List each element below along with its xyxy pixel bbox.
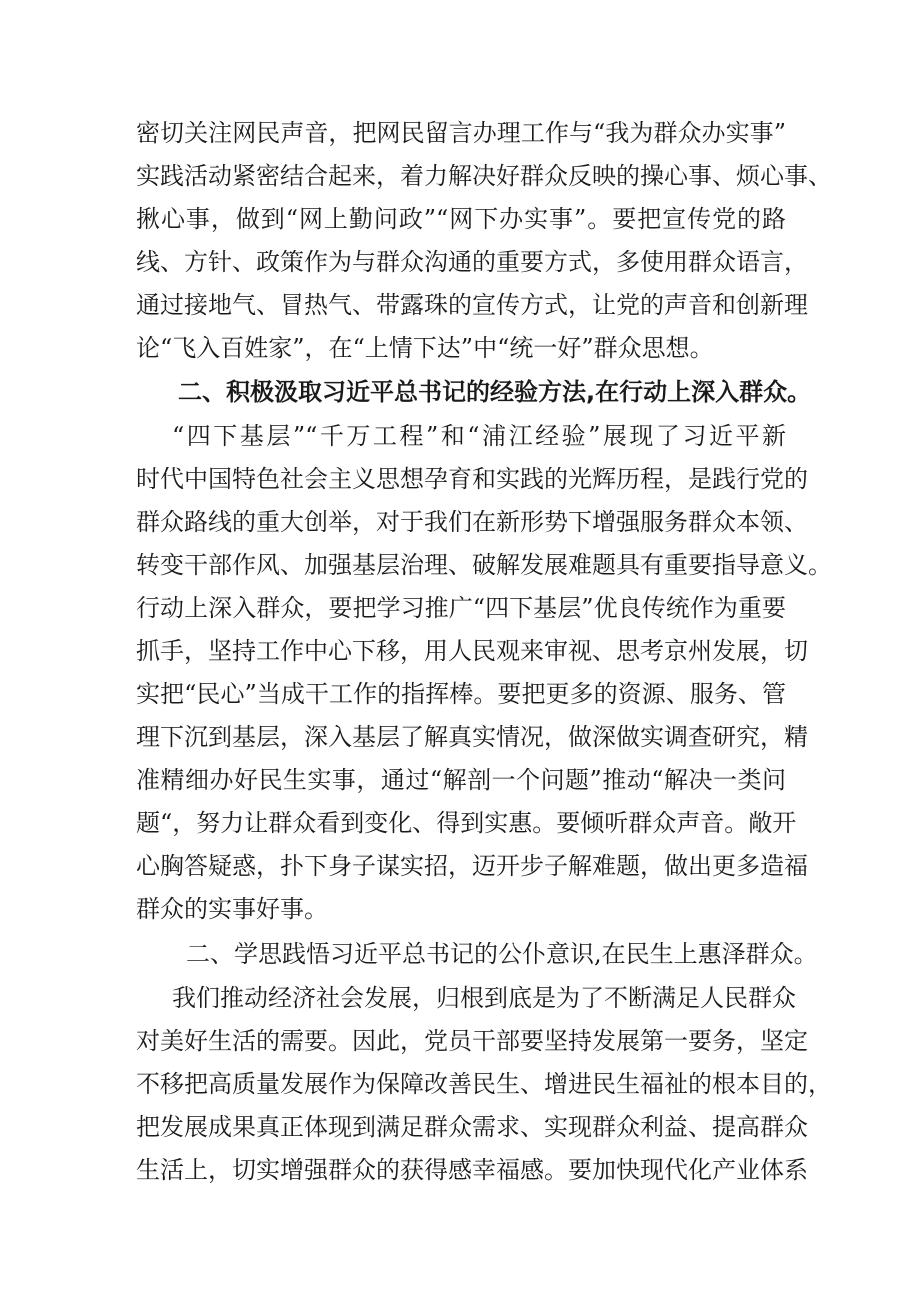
paragraph-1-line-3: 揪心事，做到“网上勤问政”“网下办实事”。要把宣传党的路 <box>136 205 786 233</box>
paragraph-3-line-3: 不移把高质量发展作为保障改善民生、增进民生福祉的根本目的， <box>136 1070 832 1098</box>
paragraph-3-line-4: 把发展成果真正体现到满足群众需求、实现群众利益、提高群众 <box>136 1113 808 1141</box>
paragraph-1-line-6: 论“飞入百姓家”，在“上情下达”中“统一好”群众思想。 <box>136 334 714 362</box>
paragraph-3-line-2: 对美好生活的需要。因此，党员干部要坚持发展第一要务，坚定 <box>136 1027 808 1055</box>
paragraph-1-line-1: 密切关注网民声音，把网民留言办理工作与“我为群众办实事” <box>136 119 786 147</box>
paragraph-2-line-4: 转变干部作风、加强基层治理、破解发展难题具有重要指导意义。 <box>136 551 832 579</box>
section-heading-2: 二、学思践悟习近平总书记的公仆意识,在民生上惠泽群众。 <box>186 940 818 968</box>
section-heading-1: 二、积极汲取习近平总书记的经验方法,在行动上深入群众。 <box>178 378 812 406</box>
paragraph-3-line-5: 生活上，切实增强群众的获得感幸福感。要加快现代化产业体系 <box>136 1156 808 1184</box>
paragraph-2-line-1: “四下基层”“千万工程”和“浦江经验”展现了习近平新 <box>172 422 786 450</box>
paragraph-1-line-4: 线、方针、政策作为与群众沟通的重要方式，多使用群众语言， <box>136 248 808 276</box>
paragraph-2-line-11: 心胸答疑惑，扑下身子谋实招，迈开步子解难题，做出更多造福 <box>136 852 808 880</box>
paragraph-2-line-8: 理下沉到基层，深入基层了解真实情况，做深做实调查研究，精 <box>136 723 808 751</box>
paragraph-2-line-12: 群众的实事好事。 <box>136 895 328 923</box>
paragraph-2-line-10: 题“，努力让群众看到变化、得到实惠。要倾听群众声音。敞开 <box>136 809 797 837</box>
paragraph-3-line-1: 我们推动经济社会发展，归根到底是为了不断满足人民群众 <box>172 984 796 1012</box>
paragraph-2-line-5: 行动上深入群众，要把学习推广“四下基层”优良传统作为重要 <box>136 594 786 622</box>
paragraph-1-line-2: 实践活动紧密结合起来，着力解决好群众反映的操心事、烦心事、 <box>136 162 832 190</box>
paragraph-2-line-6: 抓手，坚持工作中心下移，用人民观来审视、思考京州发展，切 <box>136 637 808 665</box>
paragraph-2-line-2: 时代中国特色社会主义思想孕育和实践的光辉历程，是践行党的 <box>136 465 808 493</box>
paragraph-1-line-5: 通过接地气、冒热气、带露珠的宣传方式，让党的声音和创新理 <box>136 291 808 319</box>
paragraph-2-line-3: 群众路线的重大创举，对于我们在新形势下增强服务群众本领、 <box>136 508 808 536</box>
paragraph-2-line-9: 准精细办好民生实事，通过“解剖一个问题”推动“解决一类问 <box>136 766 786 794</box>
paragraph-2-line-7: 实把“民心”当成干工作的指挥棒。要把更多的资源、服务、管 <box>136 680 786 708</box>
